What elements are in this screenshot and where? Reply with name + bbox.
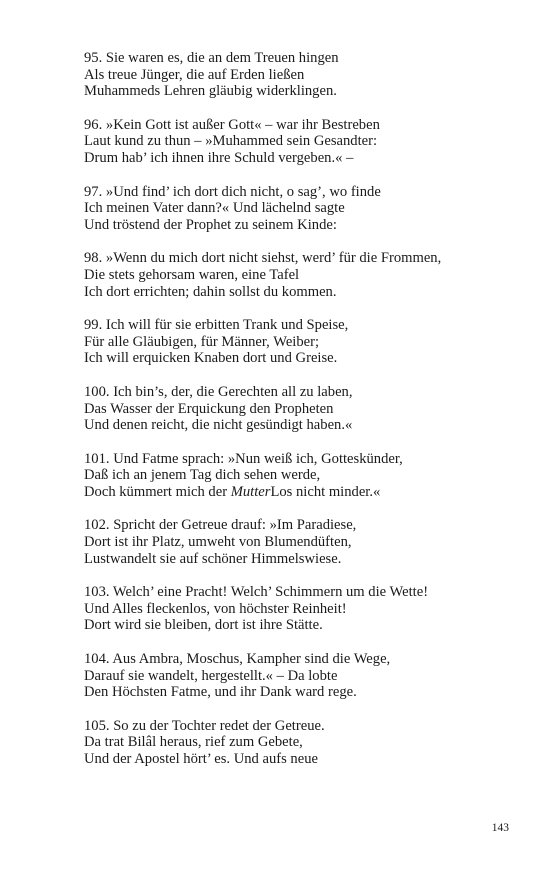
stanza-105 xyxy=(84,718,504,768)
verse-line: Laut kund zu thun – »Muhammed sein Gesandter: xyxy=(84,133,378,150)
verse-line: Und tröstend der Prophet zu seinem Kinde: xyxy=(84,216,337,233)
verse-line: 98. »Wenn du mich dort nicht siehst, werd’ für die Frommen, xyxy=(84,250,442,267)
verse-line: 105. So zu der Tochter redet der Getreue. xyxy=(84,717,325,734)
page-number: 143 xyxy=(491,822,509,834)
verse-line: 104. Aus Ambra, Moschus, Kampher sind die Wege, xyxy=(84,651,391,668)
verse-line: Drum hab’ ich ihnen ihre Schuld vergeben.« – xyxy=(84,149,354,166)
stanza-99 xyxy=(84,317,504,367)
verse-line: Den Höchsten Fatme, und ihr Dank ward rege. xyxy=(84,684,357,701)
verse-line: 96. »Kein Gott ist außer Gott« – war ihr Bestreben xyxy=(84,116,380,133)
verse-line: Daß ich an jenem Tag dich sehen werde, xyxy=(84,467,321,484)
stanza-96 xyxy=(84,117,504,167)
stanza-104 xyxy=(84,651,504,701)
stanza-101 xyxy=(84,451,504,501)
stanza-103 xyxy=(84,584,504,634)
verse-line: 103. Welch’ eine Pracht! Welch’ Schimmern um die Wette! xyxy=(84,584,429,601)
verse-text-segment: Doch kümmert mich der xyxy=(84,483,231,500)
verse-line: Ich will erquicken Knaben dort und Greise. xyxy=(84,350,338,367)
verse-line: Und Alles fleckenlos, von höchster Reinheit! xyxy=(84,600,347,617)
verse-line: Dort ist ihr Platz, umweht von Blumendüften, xyxy=(84,534,352,551)
verse-line: Dort wird sie bleiben, dort ist ihre Stätte. xyxy=(84,617,323,634)
stanza-100 xyxy=(84,384,504,434)
verse-line: Muhammeds Lehren gläubig widerklingen. xyxy=(84,83,337,100)
verse-line: Darauf sie wandelt, hergestellt.« – Da lobte xyxy=(84,667,338,684)
verse-line: 97. »Und find’ ich dort dich nicht, o sag’, wo finde xyxy=(84,183,381,200)
stanza-98 xyxy=(84,250,504,300)
verse-line: Für alle Gläubigen, für Männer, Weiber; xyxy=(84,333,320,350)
verse-line: Als treue Jünger, die auf Erden ließen xyxy=(84,66,305,83)
verse-line: 102. Spricht der Getreue drauf: »Im Paradiese, xyxy=(84,517,357,534)
verse-line: Und denen reicht, die nicht gesündigt haben.« xyxy=(84,417,353,434)
verse-line: 101. Und Fatme sprach: »Nun weiß ich, Gotteskünder, xyxy=(84,450,403,467)
poem-text xyxy=(84,50,504,785)
verse-line: Und der Apostel hört’ es. Und aufs neue xyxy=(84,751,318,767)
verse-line-mixed xyxy=(84,484,504,501)
verse-line: 99. Ich will für sie erbitten Trank und Speise, xyxy=(84,317,349,334)
italic-word: Mutter xyxy=(230,483,271,500)
verse-text-segment: Los nicht minder.« xyxy=(270,483,381,500)
verse-line: 100. Ich bin’s, der, die Gerechten all zu laben, xyxy=(84,383,353,400)
verse-line: 95. Sie waren es, die an dem Treuen hingen xyxy=(84,50,339,66)
verse-line: Die stets gehorsam waren, eine Tafel xyxy=(84,266,300,283)
stanza-102 xyxy=(84,517,504,567)
verse-line: Das Wasser der Erquickung den Propheten xyxy=(84,400,334,417)
stanza-97 xyxy=(84,184,504,234)
verse-line: Ich meinen Vater dann?« Und lächelnd sagte xyxy=(84,200,345,217)
stanza-95 xyxy=(84,50,504,100)
verse-line: Lustwandelt sie auf schöner Himmelswiese. xyxy=(84,550,342,567)
verse-line: Da trat Bilâl heraus, rief zum Gebete, xyxy=(84,734,303,751)
verse-line: Ich dort errichten; dahin sollst du kommen. xyxy=(84,283,337,300)
